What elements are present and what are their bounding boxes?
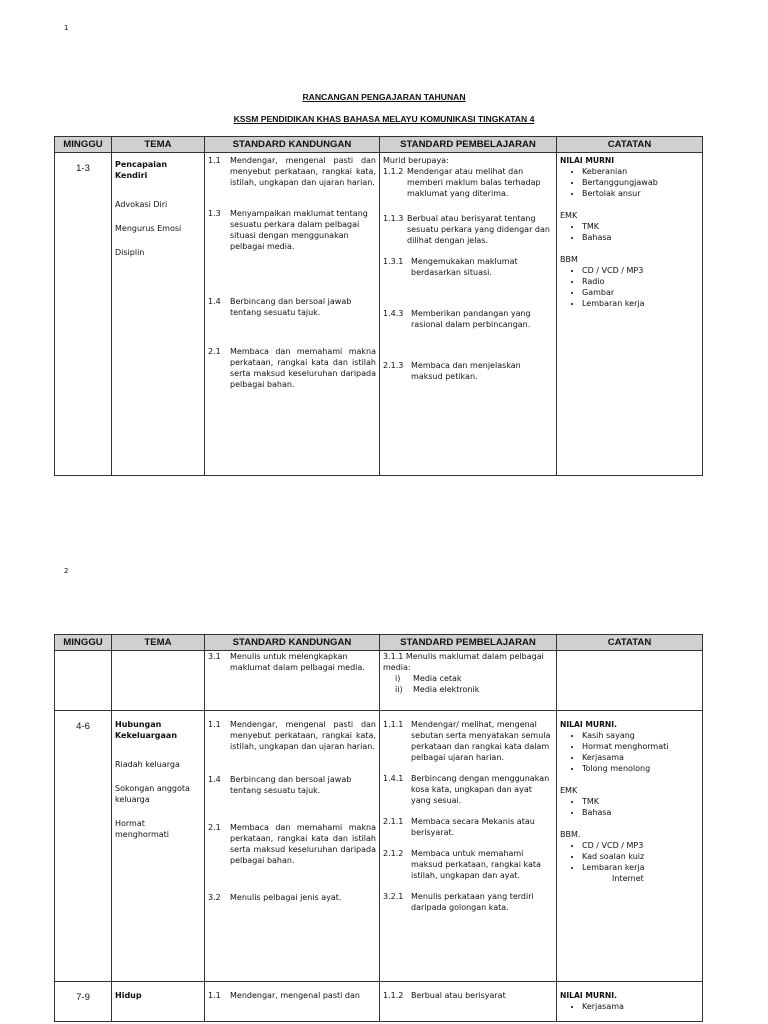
bbm-extra: Internet	[612, 874, 644, 883]
tema-title: Pencapaian Kendiri	[115, 160, 168, 180]
sk-number: 2.1	[208, 823, 221, 832]
table-row	[55, 651, 703, 711]
header-minggu: MINGGU	[55, 137, 112, 153]
sp-text: Menulis perkataan yang terdiri daripada golongan kata.	[411, 892, 534, 912]
sp-subitem	[383, 673, 553, 684]
standard-kandungan-cell	[205, 153, 380, 476]
sk-item	[208, 719, 376, 752]
tema-subtopic: Disiplin	[115, 248, 145, 257]
sp-line: 3.1.1 Menulis maklumat dalam pelbagai media:	[383, 652, 544, 672]
sk-text: Mendengar, mengenal pasti dan	[230, 991, 360, 1000]
list-item: • Tolong menolong	[582, 763, 699, 774]
catatan-cell	[557, 651, 703, 711]
header-minggu: MINGGU	[55, 635, 112, 651]
tema-cell	[112, 982, 205, 1022]
sk-item	[208, 155, 376, 188]
tema-cell	[112, 651, 205, 711]
list-item: • Kerjasama	[582, 752, 699, 763]
sk-item	[208, 208, 376, 252]
sp-text: Membaca secara Mekanis atau berisyarat.	[411, 817, 535, 837]
sk-text: Membaca dan memahami makna perkataan, rangkai kata dan istilah serta maksud keseluruhan daripada pelbagai bahan.	[230, 347, 376, 389]
list-item: • TMK	[582, 221, 699, 232]
header-row	[55, 635, 703, 651]
sp-number: 1.1.1	[383, 720, 404, 729]
list-item: • TMK	[582, 796, 699, 807]
document-title: RANCANGAN PENGAJARAN TAHUNAN	[302, 92, 466, 102]
header-catatan: CATATAN	[557, 635, 703, 651]
minggu-cell: 7-9	[55, 982, 112, 1022]
sp-subitem-text: Media cetak	[413, 674, 462, 683]
sp-item	[383, 990, 553, 1001]
bbm-label: BBM.	[560, 830, 581, 839]
minggu-cell: 1-3	[55, 153, 112, 476]
nilai-murni-list	[560, 730, 699, 774]
sp-number: 1.4.1	[383, 774, 404, 783]
sp-item	[383, 773, 553, 806]
list-item: • Gambar	[582, 287, 699, 298]
nilai-murni-list	[560, 166, 699, 199]
sp-text: Mendengar atau melihat dan memberi maklum balas terhadap maklumat yang diterima.	[407, 167, 541, 198]
sp-intro: Murid berupaya:	[383, 156, 449, 165]
sp-text: Mendengar/ melihat, mengenal sebutan serta menyatakan semula perkataan dan rangkai kata dalam pelbagai ujaran harian.	[411, 720, 551, 762]
sp-text: Membaca dan menjelaskan maksud petikan.	[411, 361, 521, 381]
list-item: • CD / VCD / MP3	[582, 840, 699, 851]
list-item: • Hormat menghormati	[582, 741, 699, 752]
sp-number: 1.1.2	[383, 991, 404, 1000]
tema-subtopic: Mengurus Emosi	[115, 224, 182, 233]
table-row	[55, 711, 703, 982]
header-tema: TEMA	[112, 137, 205, 153]
sp-number: 3.2.1	[383, 892, 404, 901]
sp-item	[383, 719, 553, 763]
sp-text: Berbual atau berisyarat	[411, 991, 506, 1000]
emk-label: EMK	[560, 786, 578, 795]
nilai-murni-label: NILAI MURNI	[560, 156, 615, 165]
list-item: • Kasih sayang	[582, 730, 699, 741]
sk-number: 2.1	[208, 347, 221, 356]
catatan-cell	[557, 982, 703, 1022]
header-row	[55, 137, 703, 153]
sp-number: 2.1.3	[383, 361, 404, 370]
header-standard-pembelajaran: STANDARD PEMBELAJARAN	[380, 635, 557, 651]
list-item: • Lembaran kerja	[582, 298, 699, 309]
list-item: • Keberanian	[582, 166, 699, 177]
list-item: • CD / VCD / MP3	[582, 265, 699, 276]
page-number: 1	[64, 24, 69, 32]
sp-number: 2.1.2	[383, 849, 404, 858]
sk-number: 1.1	[208, 991, 221, 1000]
minggu-cell	[55, 651, 112, 711]
sk-number: 1.4	[208, 297, 221, 306]
sk-item	[208, 892, 376, 903]
tema-subtopic: Riadah keluarga	[115, 760, 180, 769]
list-item: • Bahasa	[582, 232, 699, 243]
sk-item	[208, 822, 376, 866]
sp-subitem-number: i)	[395, 674, 401, 683]
tema-subtopic: Advokasi Diri	[115, 200, 168, 209]
list-item: • Kerjasama	[582, 1001, 699, 1012]
list-item: • Bertolak ansur	[582, 188, 699, 199]
sk-item	[208, 774, 376, 796]
tema-subtopic: Sokongan anggota keluarga	[115, 784, 190, 804]
sp-item	[383, 213, 553, 246]
sk-number: 1.1	[208, 156, 221, 165]
sp-item	[383, 308, 553, 330]
list-item: • Radio	[582, 276, 699, 287]
sp-number: 2.1.1	[383, 817, 404, 826]
document-subtitle: KSSM PENDIDIKAN KHAS BAHASA MELAYU KOMUNIKASI TINGKATAN 4	[233, 114, 535, 124]
header-catatan: CATATAN	[557, 137, 703, 153]
sp-subitem-number: ii)	[395, 685, 403, 694]
nilai-murni-list	[560, 1001, 699, 1012]
sp-text: Mengemukakan maklumat berdasarkan situasi.	[411, 257, 518, 277]
sk-text: Berbincang dan bersoal jawab tentang sesuatu tajuk.	[230, 297, 352, 317]
standard-pembelajaran-cell	[380, 982, 557, 1022]
sp-number: 1.1.2	[383, 167, 404, 176]
sp-subitem	[383, 684, 553, 695]
sk-text: Membaca dan memahami makna perkataan, rangkai kata dan istilah serta maksud keseluruhan daripada pelbagai bahan.	[230, 823, 376, 865]
sk-text: Mendengar, mengenal pasti dan menyebut perkataan, rangkai kata, istilah, ungkapan dan ujaran harian.	[230, 156, 376, 187]
sk-number: 1.3	[208, 209, 221, 218]
sk-item	[208, 990, 376, 1001]
standard-kandungan-cell	[205, 651, 380, 711]
sp-text: Berbual atau berisyarat tentang sesuatu perkara yang didengar dan dilihat dengan jelas.	[407, 214, 550, 245]
sk-text: Menulis pelbagai jenis ayat.	[230, 893, 342, 902]
tema-cell	[112, 153, 205, 476]
sp-text: Membaca untuk memahami maksud perkataan, rangkai kata istilah, ungkapan dan ayat.	[411, 849, 541, 880]
sp-text: Berbincang dengan menggunakan kosa kata, ungkapan dan ayat yang sesuai.	[411, 774, 550, 805]
header-tema: TEMA	[112, 635, 205, 651]
list-item: • Bahasa	[582, 807, 699, 818]
sp-number: 1.1.3	[383, 214, 404, 223]
header-standard-kandungan: STANDARD KANDUNGAN	[205, 137, 380, 153]
standard-pembelajaran-cell	[380, 651, 557, 711]
list-item: • Bertanggungjawab	[582, 177, 699, 188]
tema-title: Hubungan Kekeluargaan	[115, 720, 178, 740]
sp-item	[383, 256, 553, 278]
sk-number: 1.1	[208, 720, 221, 729]
standard-pembelajaran-cell	[380, 153, 557, 476]
sk-item	[208, 296, 376, 318]
tema-subtopic: Hormat menghormati	[115, 819, 170, 839]
sp-text: Memberikan pandangan yang rasional dalam perbincangan.	[411, 309, 531, 329]
header-standard-pembelajaran: STANDARD PEMBELAJARAN	[380, 137, 557, 153]
lesson-plan-table-2	[54, 634, 703, 1022]
bbm-label: BBM	[560, 255, 578, 264]
sk-text: Menulis untuk melengkapkan maklumat dalam pelbagai media.	[230, 652, 365, 672]
catatan-cell	[557, 153, 703, 476]
table-row	[55, 982, 703, 1022]
standard-pembelajaran-cell	[380, 711, 557, 982]
sk-number: 1.4	[208, 775, 221, 784]
sk-text: Berbincang dan bersoal jawab tentang sesuatu tajuk.	[230, 775, 352, 795]
bbm-list	[560, 265, 699, 309]
sk-text: Mendengar, mengenal pasti dan menyebut perkataan, rangkai kata, istilah, ungkapan dan ujaran harian.	[230, 720, 376, 751]
sp-number: 1.3.1	[383, 257, 404, 266]
page-number: 2	[64, 567, 69, 575]
tema-cell	[112, 711, 205, 982]
sp-item	[383, 360, 553, 382]
sp-subitem-text: Media elektronik	[413, 685, 480, 694]
header-standard-kandungan: STANDARD KANDUNGAN	[205, 635, 380, 651]
standard-kandungan-cell	[205, 982, 380, 1022]
sp-number: 1.4.3	[383, 309, 404, 318]
sp-item	[383, 816, 553, 838]
tema-title: Hidup	[115, 991, 142, 1000]
emk-label: EMK	[560, 211, 578, 220]
emk-list	[560, 796, 699, 818]
sk-number: 3.2	[208, 893, 221, 902]
sp-item	[383, 891, 553, 913]
sk-text: Menyampaikan maklumat tentang sesuatu perkara dalam pelbagai situasi dengan menggunakan pelbagai media.	[230, 209, 368, 251]
sp-item	[383, 848, 553, 881]
emk-list	[560, 221, 699, 243]
list-item: • Lembaran kerja	[582, 862, 699, 873]
lesson-plan-table-1	[54, 136, 703, 476]
bbm-list	[560, 840, 699, 873]
table-row	[55, 153, 703, 476]
catatan-cell	[557, 711, 703, 982]
nilai-murni-label: NILAI MURNI.	[560, 720, 618, 729]
nilai-murni-label: NILAI MURNI.	[560, 991, 618, 1000]
list-item: • Kad soalan kuiz	[582, 851, 699, 862]
sk-item	[208, 346, 376, 390]
sp-item	[383, 166, 553, 199]
sk-number: 3.1	[208, 652, 221, 661]
minggu-cell: 4-6	[55, 711, 112, 982]
sk-item	[208, 651, 376, 673]
standard-kandungan-cell	[205, 711, 380, 982]
